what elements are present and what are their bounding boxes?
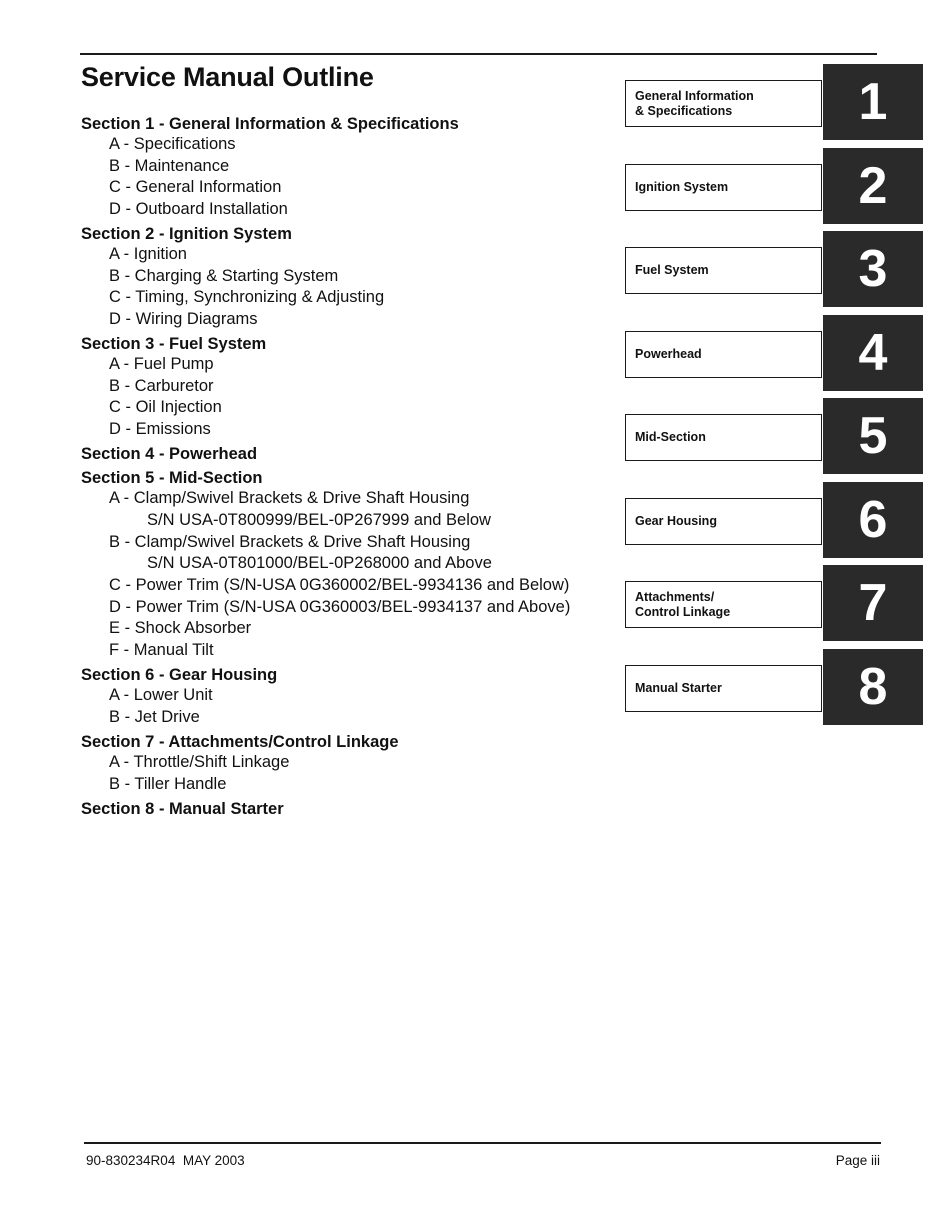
subsection-list [81,752,601,795]
subsection-item[interactable]: D - Power Trim (S/N-USA 0G360003/BEL-9934137 and Above) [109,597,571,616]
tab-number-block [823,64,923,140]
section-heading[interactable]: Section 6 - Gear Housing [81,666,278,684]
tab-label: Fuel System [635,263,709,277]
tab-number-block [823,315,923,391]
tab-number-block [823,231,923,307]
tab-label-box [625,498,822,545]
tab-label-box [625,331,822,378]
tab-number: 6 [858,491,888,549]
tab-label: Manual Starter [635,681,722,695]
tab-label-box [625,581,822,628]
subsection-item[interactable]: E - Shock Absorber [109,619,252,637]
section-heading[interactable]: Section 8 - Manual Starter [81,800,284,818]
tab-number: 8 [858,658,888,716]
tab-label-box [625,80,822,127]
section-heading[interactable]: Section 1 - General Information & Specifications [81,115,459,133]
tab-number-block [823,482,923,558]
subsection-item[interactable]: B - Charging & Starting System [109,266,339,285]
tab-number-block [823,398,923,474]
tab-number: 3 [858,240,888,298]
section-heading[interactable]: Section 5 - Mid-Section [81,469,263,487]
subsection-item[interactable]: C - Oil Injection [109,398,222,416]
subsection-item[interactable]: D - Emissions [109,419,211,438]
subsection-item[interactable]: C - Power Trim (S/N-USA 0G360002/BEL-9934136 and Below) [109,576,570,594]
tab-label: Ignition System [635,180,729,194]
subsection-list [81,488,601,661]
subsection-item[interactable]: D - Wiring Diagrams [109,309,258,328]
subsection-item[interactable]: B - Maintenance [109,156,230,175]
subsection-item[interactable]: C - General Information [109,178,282,196]
subsection-item[interactable]: A - Ignition [109,245,187,263]
tab-number: 5 [858,407,888,465]
tab-label: Powerhead [635,347,702,361]
tab-number-block [823,649,923,725]
footer-doc-number: 90-830234R04 MAY 2003 [86,1153,245,1168]
subsection-item[interactable]: B - Tiller Handle [109,774,227,793]
tab-label: General Information & Specifications [635,88,754,118]
tab-number: 2 [858,157,888,215]
section-tab[interactable] [625,64,925,140]
section-tab[interactable] [625,565,925,641]
subsection-serial-range: S/N USA-0T800999/BEL-0P267999 and Below [147,510,491,529]
tab-label: Mid-Section [635,430,706,444]
section-tab[interactable] [625,398,925,474]
top-rule [80,53,877,55]
tab-label: Gear Housing [635,514,717,528]
tab-label-box [625,414,822,461]
section-heading[interactable]: Section 7 - Attachments/Control Linkage [81,733,399,751]
section-tab[interactable] [625,649,925,725]
section-heading[interactable]: Section 4 - Powerhead [81,445,258,463]
page-title: Service Manual Outline [81,62,374,92]
subsection-item[interactable]: B - Carburetor [109,376,214,395]
subsection-item[interactable]: F - Manual Tilt [109,640,214,659]
subsection-item[interactable]: B - Clamp/Swivel Brackets & Drive Shaft Housing [109,532,471,551]
tab-number: 7 [858,574,888,632]
subsection-list [81,134,601,220]
subsection-list [81,685,601,728]
subsection-item[interactable]: D - Outboard Installation [109,199,288,218]
section-tab[interactable] [625,315,925,391]
subsection-item[interactable]: A - Throttle/Shift Linkage [109,753,290,771]
subsection-item[interactable]: C - Timing, Synchronizing & Adjusting [109,288,385,306]
section-tab[interactable] [625,148,925,224]
subsection-item[interactable]: B - Jet Drive [109,707,200,726]
tab-label-box [625,665,822,712]
tab-number-block [823,565,923,641]
tab-number-block [823,148,923,224]
tab-label: Attachments/ Control Linkage [635,589,731,619]
tab-label-box [625,247,822,294]
subsection-item[interactable]: A - Fuel Pump [109,355,214,373]
section-tab[interactable] [625,482,925,558]
subsection-list [81,244,601,330]
tab-label-box [625,164,822,211]
subsection-serial-range: S/N USA-0T801000/BEL-0P268000 and Above [147,554,492,572]
subsection-list [81,354,601,440]
subsection-item[interactable]: A - Lower Unit [109,686,213,704]
tab-number: 4 [858,324,888,382]
outline-list [81,114,601,819]
bottom-rule [84,1142,881,1144]
section-heading[interactable]: Section 2 - Ignition System [81,225,292,243]
section-tab[interactable] [625,231,925,307]
footer-page-number: Page iii [835,1153,880,1168]
section-heading[interactable]: Section 3 - Fuel System [81,335,267,353]
tab-number: 1 [858,73,888,131]
subsection-item[interactable]: A - Clamp/Swivel Brackets & Drive Shaft Housing [109,489,470,507]
subsection-item[interactable]: A - Specifications [109,135,236,153]
